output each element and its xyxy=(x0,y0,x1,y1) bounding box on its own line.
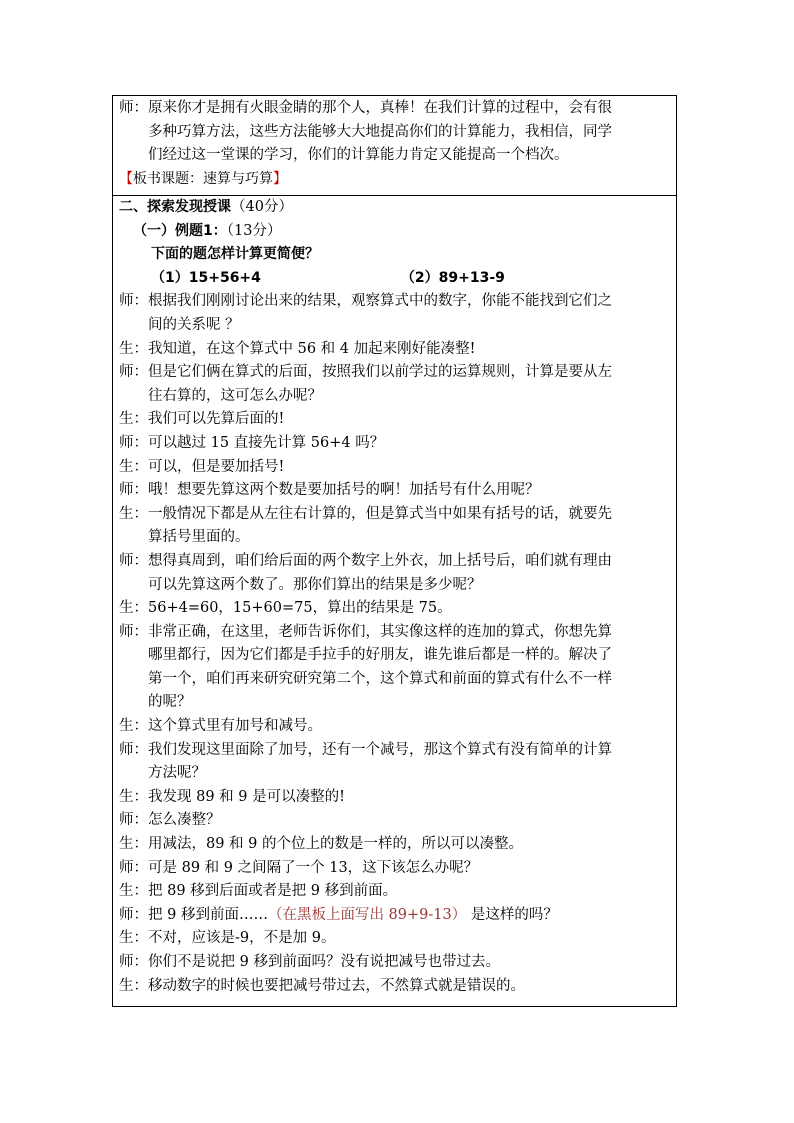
question-item-1: （1）15+56+4 xyxy=(151,269,261,286)
dialogue-line: 生：我发现 89 和 9 是可以凑整的! xyxy=(119,788,345,805)
dialogue-line: 师：根据我们刚刚讨论出来的结果，观察算式中的数字，你能不能找到它们之 xyxy=(119,293,612,310)
dialogue-line: 方法呢？ xyxy=(148,765,206,782)
dialogue-line: 往右算的，这可怎么办呢？ xyxy=(148,387,322,404)
dialogue-line: 生：把 89 移到后面或者是把 9 移到前面。 xyxy=(119,883,398,900)
dialogue-line: 师：可是 89 和 9 之间隔了一个 13，这下该怎么办呢？ xyxy=(119,859,479,876)
question-items xyxy=(119,267,668,291)
dialogue-line: 师：哦！想要先算这两个数是要加括号的啊！加括号有什么用呢？ xyxy=(119,482,540,499)
dialogue-line: 师：我们发现这里面除了加号，还有一个减号，那这个算式有没有简单的计算 xyxy=(119,741,612,758)
section-title: 二、探索发现授课 xyxy=(119,199,231,215)
dialogue-text: 师：把 9 移到前面…… xyxy=(119,906,268,923)
example-title: （一）例题1： xyxy=(133,222,227,239)
lesson-cell-main xyxy=(113,196,676,1006)
example-time: （13分） xyxy=(226,222,282,239)
section-heading xyxy=(119,196,668,220)
dialogue-line: 师：怎么凑整？ xyxy=(119,812,221,829)
dialogue-line: 师：可以越过 15 直接先计算 56+4 吗？ xyxy=(119,434,385,451)
dialogue-line: 多种巧算方法，这些方法能够大大地提高你们的计算能力，我相信，同学 xyxy=(148,123,612,140)
dialogue-line: 师：想得真周到，咱们给后面的两个数字上外衣，加上括号后，咱们就有理由 xyxy=(119,552,612,569)
dialogue-line: 间的关系呢 ？ xyxy=(148,316,240,333)
lesson-table xyxy=(112,95,677,1007)
board-text: 板书课题：速算与巧算 xyxy=(133,170,273,187)
question-item-2: （2）89+13-9 xyxy=(400,269,505,286)
dialogue-line: 哪里都行，因为它们都是手拉手的好朋友，谁先谁后都是一样的。解决了 xyxy=(148,647,612,664)
dialogue-line: 生：不对，应该是-9，不是加 9。 xyxy=(119,930,336,947)
dialogue-line: 第一个，咱们再来研究研究第二个，这个算式和前面的算式有什么不一样 xyxy=(148,670,612,687)
dialogue-line: 生：这个算式里有加号和减号。 xyxy=(119,718,322,735)
section-time: （40分） xyxy=(231,199,293,215)
board-title xyxy=(119,168,668,192)
dialogue-text: 是这样的吗？ xyxy=(466,906,558,923)
board-bracket-open: 【 xyxy=(119,170,133,187)
dialogue-line: 生：用减法，89 和 9 的个位上的数是一样的，所以可以凑整。 xyxy=(119,836,524,853)
dialogue-line: 师：但是它们俩在算式的后面，按照我们以前学过的运算规则，计算是要从左 xyxy=(119,364,612,381)
board-note: （在黑板上面写出 89+9-13） xyxy=(267,906,467,923)
dialogue-line: 生：可以，但是要加括号! xyxy=(119,458,285,475)
dialogue-line xyxy=(119,904,668,928)
board-bracket-close: 】 xyxy=(273,170,287,187)
example-heading xyxy=(119,220,668,244)
dialogue-line: 生：我知道，在这个算式中 56 和 4 加起来刚好能凑整! xyxy=(119,340,476,357)
dialogue-line: 师：非常正确，在这里，老师告诉你们，其实像这样的连加的算式，你想先算 xyxy=(119,623,612,640)
dialogue-line: 师：你们不是说把 9 移到前面吗？没有说把减号也带过去。 xyxy=(119,954,500,970)
dialogue-line: 们经过这一堂课的学习，你们的计算能力肯定又能提高一个档次。 xyxy=(148,147,569,164)
question: 下面的题怎样计算更简便？ xyxy=(151,246,319,263)
dialogue-line: 师：原来你才是拥有火眼金睛的那个人，真棒！在我们计算的过程中，会有很 xyxy=(119,100,612,116)
dialogue-line: 的呢？ xyxy=(148,694,192,711)
lesson-cell-intro xyxy=(113,96,676,196)
dialogue-line: 生：56+4=60，15+60=75，算出的结果是 75。 xyxy=(119,600,452,617)
dialogue-line: 算括号里面的。 xyxy=(148,529,250,546)
dialogue-line: 生：移动数字的时候也要把减号带过去，不然算式就是错误的。 xyxy=(119,977,525,994)
dialogue-line: 生：一般情况下都是从左往右计算的，但是算式当中如果有括号的话，就要先 xyxy=(119,505,612,522)
dialogue-line: 可以先算这两个数了。那你们算出的结果是多少呢？ xyxy=(148,576,482,593)
dialogue-line: 生：我们可以先算后面的! xyxy=(119,411,285,428)
